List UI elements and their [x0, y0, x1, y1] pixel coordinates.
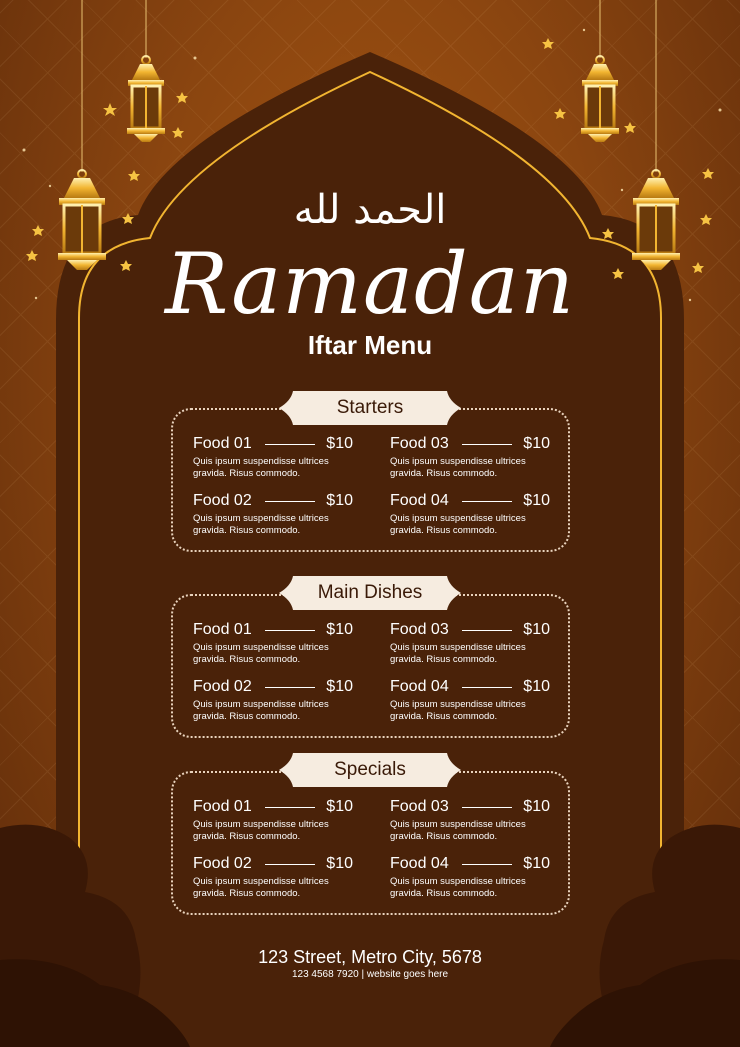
- item-leader-line: [462, 687, 512, 688]
- item-leader-line: [462, 444, 512, 445]
- menu-item: [193, 853, 353, 900]
- menu-item: [390, 796, 550, 843]
- item-price: $10: [326, 798, 353, 815]
- menu-item: [193, 490, 353, 537]
- item-price: $10: [523, 678, 550, 695]
- item-price: $10: [523, 798, 550, 815]
- item-name: Food 03: [390, 621, 449, 638]
- section-main-dishes: [171, 594, 570, 738]
- item-leader-line: [265, 807, 315, 808]
- item-name: Food 02: [193, 855, 252, 872]
- item-leader-line: [265, 444, 315, 445]
- item-leader-line: [462, 630, 512, 631]
- item-description: Quis ipsum suspendisse ultrices gravida. Risus commodo.: [193, 876, 329, 899]
- item-description: Quis ipsum suspendisse ultrices gravida. Risus commodo.: [193, 699, 329, 722]
- item-name: Food 04: [390, 855, 449, 872]
- menu-item: [193, 676, 353, 723]
- menu-item: [390, 676, 550, 723]
- item-description: Quis ipsum suspendisse ultrices gravida. Risus commodo.: [193, 513, 329, 536]
- item-leader-line: [265, 501, 315, 502]
- item-description: Quis ipsum suspendisse ultrices gravida. Risus commodo.: [390, 876, 526, 899]
- item-description: Quis ipsum suspendisse ultrices gravida. Risus commodo.: [193, 642, 329, 665]
- item-description: Quis ipsum suspendisse ultrices gravida. Risus commodo.: [193, 819, 329, 842]
- item-name: Food 04: [390, 678, 449, 695]
- lantern-icon: [127, 56, 165, 142]
- page-subtitle: Iftar Menu: [307, 330, 433, 360]
- menu-item: [390, 490, 550, 537]
- menu-item: [193, 433, 353, 480]
- item-leader-line: [265, 864, 315, 865]
- lantern-icon: [581, 56, 619, 142]
- section-label-starters: Starters: [279, 391, 461, 425]
- item-price: $10: [523, 621, 550, 638]
- item-name: Food 02: [193, 492, 252, 509]
- item-description: Quis ipsum suspendisse ultrices gravida. Risus commodo.: [390, 819, 526, 842]
- item-name: Food 04: [390, 492, 449, 509]
- menu-item: [193, 619, 353, 666]
- item-name: Food 01: [193, 798, 252, 815]
- item-leader-line: [265, 687, 315, 688]
- item-price: $10: [326, 492, 353, 509]
- item-description: Quis ipsum suspendisse ultrices gravida. Risus commodo.: [390, 513, 526, 536]
- item-leader-line: [462, 501, 512, 502]
- item-name: Food 03: [390, 435, 449, 452]
- menu-item: [193, 796, 353, 843]
- item-description: Quis ipsum suspendisse ultrices gravida. Risus commodo.: [390, 699, 526, 722]
- footer-contact: 123 4568 7920 | website goes here: [291, 969, 449, 980]
- item-name: Food 01: [193, 621, 252, 638]
- item-leader-line: [462, 807, 512, 808]
- item-price: $10: [326, 855, 353, 872]
- item-price: $10: [523, 492, 550, 509]
- menu-item: [390, 853, 550, 900]
- menu-item: [390, 433, 550, 480]
- page-title: Ramadan: [165, 235, 575, 333]
- section-label-main-dishes: Main Dishes: [279, 576, 461, 610]
- item-name: Food 01: [193, 435, 252, 452]
- item-description: Quis ipsum suspendisse ultrices gravida. Risus commodo.: [193, 456, 329, 479]
- item-price: $10: [326, 678, 353, 695]
- section-specials: [171, 771, 570, 915]
- item-name: Food 02: [193, 678, 252, 695]
- item-leader-line: [265, 630, 315, 631]
- section-starters: [171, 408, 570, 552]
- arabic-calligraphy: الحمد لله: [293, 187, 447, 233]
- section-label-specials: Specials: [279, 753, 461, 787]
- item-name: Food 03: [390, 798, 449, 815]
- item-description: Quis ipsum suspendisse ultrices gravida. Risus commodo.: [390, 642, 526, 665]
- item-price: $10: [523, 435, 550, 452]
- item-price: $10: [326, 621, 353, 638]
- footer-address: 123 Street, Metro City, 5678: [258, 947, 482, 967]
- item-price: $10: [523, 855, 550, 872]
- menu-item: [390, 619, 550, 666]
- item-leader-line: [462, 864, 512, 865]
- item-price: $10: [326, 435, 353, 452]
- item-description: Quis ipsum suspendisse ultrices gravida. Risus commodo.: [390, 456, 526, 479]
